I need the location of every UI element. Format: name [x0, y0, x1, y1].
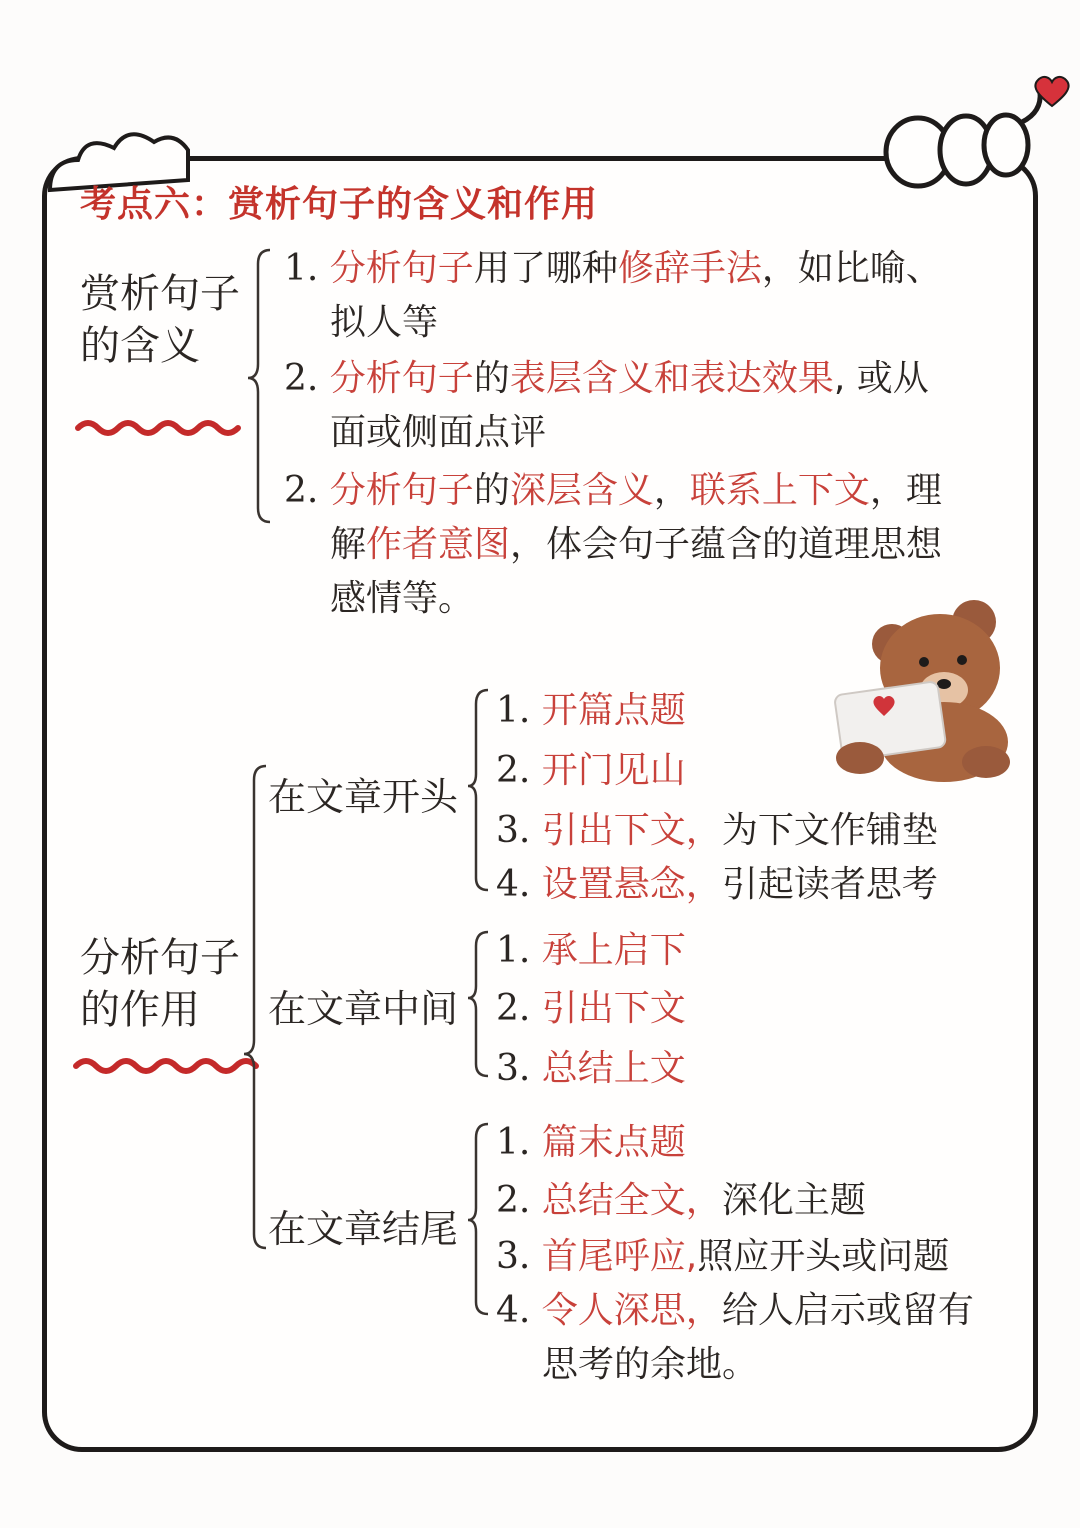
item-number: 1. [496, 1122, 542, 1163]
item-number: 1. [496, 690, 542, 731]
section1-item [284, 242, 942, 350]
item-number: 2. [284, 358, 330, 399]
body-text: , 或从 [833, 358, 929, 399]
group-item [496, 1172, 866, 1223]
item-number: 2. [496, 988, 542, 1029]
group-label: 在文章中间 [268, 987, 459, 1031]
item-number: 4. [496, 1290, 542, 1331]
brace-group1 [468, 690, 488, 890]
highlight-text: 令人深思， [541, 1290, 722, 1331]
wavy-underline-icon [76, 1061, 256, 1071]
group-item [496, 682, 686, 733]
group-label: 在文章开头 [268, 775, 459, 819]
page-title: 考点六：赏析句子的含义和作用 [80, 184, 599, 225]
highlight-text: 总结上文 [541, 1048, 686, 1089]
brace-section1 [248, 250, 270, 522]
highlight-text: 篇末点题 [541, 1122, 686, 1163]
highlight-text: 承上启下 [541, 930, 686, 971]
highlight-text: 总结全文， [541, 1180, 722, 1221]
item-number: 4. [496, 864, 542, 905]
brace-section2 [244, 766, 266, 1248]
wavy-underline-icon [78, 423, 238, 433]
highlight-text: 表层含义和表达效果 [509, 358, 834, 399]
body-text: 为下文作铺垫 [721, 810, 938, 851]
body-text: 深化主题 [721, 1180, 866, 1221]
highlight-text: 首尾呼应, [541, 1236, 698, 1277]
section2-label [80, 932, 240, 1036]
group-item [496, 1114, 686, 1165]
section1-label-line1: 赏析句子 [80, 271, 240, 317]
section1-label [80, 268, 240, 372]
group-item [496, 1040, 686, 1091]
section2-label-line1: 分析句子 [80, 935, 240, 981]
section2-label-line2: 的作用 [80, 987, 200, 1033]
body-text: ，如比喻、 [761, 248, 942, 289]
section1-item [284, 464, 942, 626]
brace-group2 [468, 932, 488, 1076]
body-text: 给人启示或留有 [721, 1290, 974, 1331]
body-text: 的 [473, 358, 510, 399]
body-text: 解 [330, 524, 367, 565]
highlight-text: 分析句子 [329, 470, 474, 511]
highlight-text: 作者意图 [366, 524, 511, 565]
group-item [496, 1228, 949, 1279]
item-number: 2. [496, 750, 542, 791]
group-item [496, 922, 686, 973]
item-number: 2. [496, 1180, 542, 1221]
group-item [496, 802, 938, 853]
group-item [496, 742, 686, 793]
highlight-text: 引出下文， [541, 810, 722, 851]
brace-group3 [468, 1124, 488, 1314]
top-right-ribbon-icon [886, 92, 1040, 186]
body-text: 思考的余地。 [542, 1344, 759, 1385]
section1-label-line2: 的含义 [80, 323, 200, 369]
highlight-text: 联系上下文 [689, 470, 870, 511]
highlight-text: 深层含义 [509, 470, 654, 511]
group-item [496, 856, 938, 907]
body-text: 拟人等 [330, 302, 439, 343]
highlight-text: 设置悬念， [541, 864, 722, 905]
body-text: 的 [473, 470, 510, 511]
group-label: 在文章结尾 [268, 1207, 459, 1251]
group-item [496, 1282, 974, 1333]
group-item [496, 980, 686, 1031]
body-text: ，体会句子蕴含的道理思想 [510, 524, 943, 565]
item-number: 1. [496, 930, 542, 971]
body-text: 面或侧面点评 [330, 412, 547, 453]
body-text: ，理 [869, 470, 942, 511]
highlight-text: 分析句子 [329, 248, 474, 289]
item-number: 3. [496, 810, 542, 851]
body-text: 照应开头或问题 [697, 1236, 950, 1277]
highlight-text: 开门见山 [541, 750, 686, 791]
highlight-text: 开篇点题 [541, 690, 686, 731]
item-number: 2. [284, 470, 330, 511]
highlight-text: 引出下文 [541, 988, 686, 1029]
item-number: 3. [496, 1236, 542, 1277]
body-text: 用了哪种 [473, 248, 618, 289]
body-text: 引起读者思考 [721, 864, 938, 905]
teddy-bear-icon [834, 600, 1010, 782]
highlight-text: 修辞手法 [617, 248, 762, 289]
section1-item [284, 352, 929, 460]
item-number: 1. [284, 248, 330, 289]
highlight-text: 分析句子 [329, 358, 474, 399]
item-number: 3. [496, 1048, 542, 1089]
body-text: 感情等。 [330, 578, 475, 619]
body-text: ， [653, 470, 690, 511]
